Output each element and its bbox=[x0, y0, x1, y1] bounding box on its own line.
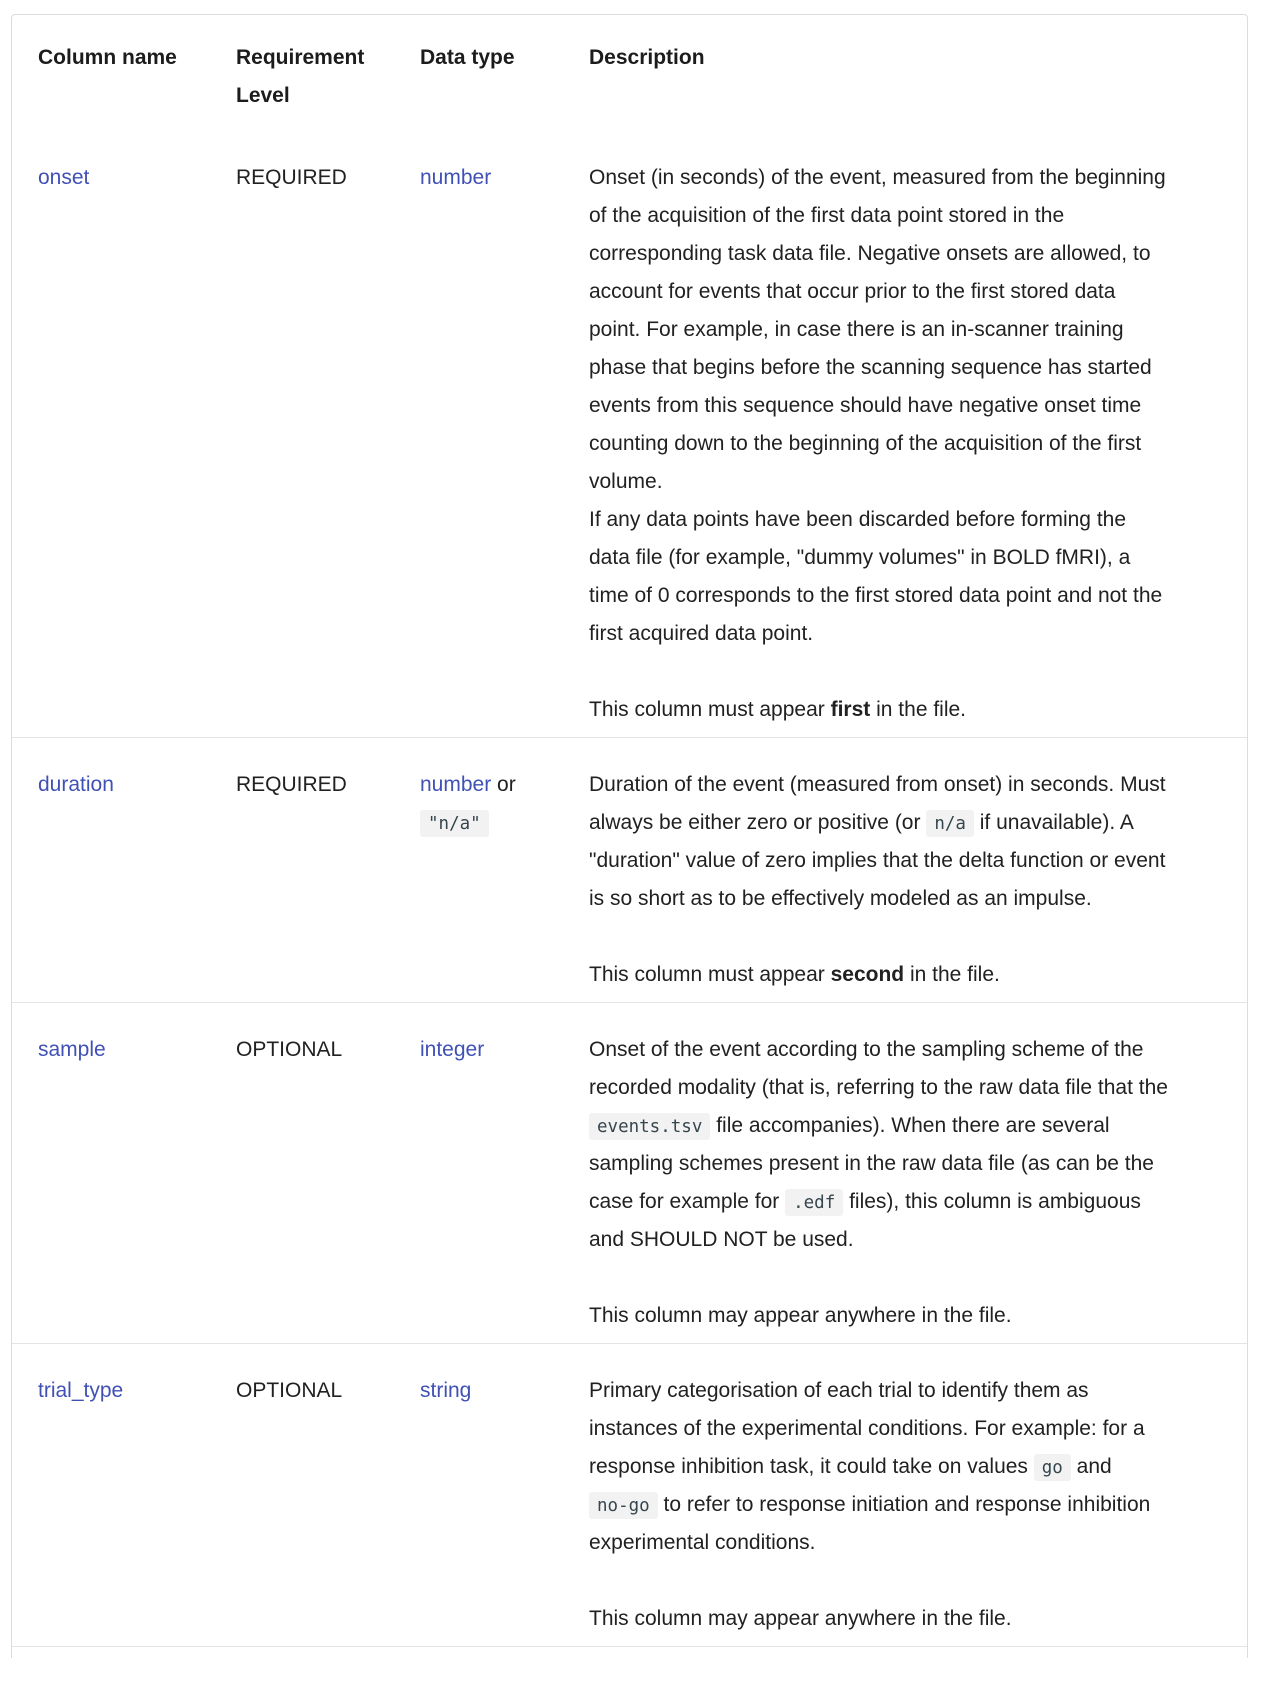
requirement-level-label: REQUIRED bbox=[236, 166, 347, 189]
data-type-cell bbox=[394, 1344, 563, 1646]
table-row bbox=[12, 131, 1247, 737]
description-cell bbox=[563, 1003, 1247, 1343]
requirement-level-cell bbox=[210, 131, 394, 737]
requirement-level-cell bbox=[210, 1003, 394, 1343]
description-paragraph bbox=[589, 956, 1169, 994]
text-run: Primary categorisation of each trial to identify them as instances of the experimental conditions. For example: for a response inhibition task, it could take on values bbox=[589, 1379, 1145, 1478]
text-run: and bbox=[1070, 1455, 1112, 1478]
text-run: if unavailable). A "duration" value of zero implies that the delta function or event is so short as to be effectively modeled as an impulse. bbox=[589, 811, 1166, 910]
data-type-cell bbox=[394, 131, 563, 737]
table-header-row bbox=[12, 15, 1247, 131]
data-type-cell bbox=[394, 1003, 563, 1343]
requirement-level-label: REQUIRED bbox=[236, 773, 347, 796]
column-name-cell bbox=[12, 131, 210, 737]
description-paragraph bbox=[589, 1031, 1169, 1259]
description-cell bbox=[563, 738, 1247, 1002]
text-run: to refer to response initiation and response inhibition experimental conditions. bbox=[589, 1493, 1151, 1554]
table-body bbox=[12, 131, 1247, 1646]
description-paragraph bbox=[589, 691, 1169, 729]
column-name-cell bbox=[12, 1003, 210, 1343]
description-paragraph bbox=[589, 1600, 1169, 1638]
text-run: Onset (in seconds) of the event, measured from the beginning of the acquisition of the first data point stored in the corresponding task data file. Negative onsets are allowed, to account for events that occur prior to the first stored data point. For example, in case there is an in-scanner training phase that begins before the scanning sequence has started events from this sequence should have negative onset time counting down to the beginning of the acquisition of the first volume. bbox=[589, 166, 1166, 493]
text-run: or bbox=[491, 773, 516, 796]
column-name-link[interactable]: onset bbox=[38, 166, 90, 189]
bold-text: second bbox=[830, 963, 905, 986]
description-cell bbox=[563, 131, 1247, 737]
text-run: in the file. bbox=[870, 698, 967, 721]
text-run: This column may appear anywhere in the file. bbox=[589, 1607, 1012, 1630]
column-name-cell bbox=[12, 738, 210, 1002]
description-paragraph bbox=[589, 766, 1169, 918]
description-paragraph bbox=[589, 159, 1169, 653]
requirement-level-label: OPTIONAL bbox=[236, 1038, 343, 1061]
next-row-partial bbox=[12, 1646, 1247, 1658]
requirement-level-label: OPTIONAL bbox=[236, 1379, 343, 1402]
datatype-link[interactable]: number bbox=[420, 166, 492, 189]
data-type-cell bbox=[394, 738, 563, 1002]
text-run: Onset of the event according to the sampling scheme of the recorded modality (that is, referring to the raw data file that the bbox=[589, 1038, 1168, 1099]
description-cell bbox=[563, 1344, 1247, 1646]
code-chip: n/a bbox=[926, 810, 974, 837]
datatype-link[interactable]: integer bbox=[420, 1038, 485, 1061]
table-row bbox=[12, 1343, 1247, 1646]
datatype-link[interactable]: number bbox=[420, 773, 492, 796]
header-requirement-level: Requirement Level bbox=[236, 46, 365, 107]
requirement-level-cell bbox=[210, 1344, 394, 1646]
text-run: file accompanies). When there are several sampling schemes present in the raw data file (as can be the case for example for bbox=[589, 1114, 1154, 1213]
header-description: Description bbox=[589, 46, 705, 69]
text-run: This column must appear bbox=[589, 698, 831, 721]
text-run: files), this column is ambiguous and SHOULD NOT be used. bbox=[589, 1190, 1141, 1251]
header-column-name: Column name bbox=[38, 46, 177, 69]
column-name-link[interactable]: duration bbox=[38, 773, 114, 796]
code-chip: go bbox=[1034, 1454, 1071, 1481]
datatype-link[interactable]: string bbox=[420, 1379, 472, 1402]
text-run: Duration of the event (measured from onset) in seconds. Must always be either zero or positive (or bbox=[589, 773, 1166, 834]
text-run: This column may appear anywhere in the file. bbox=[589, 1304, 1012, 1327]
description-paragraph bbox=[589, 1372, 1169, 1562]
table-row bbox=[12, 737, 1247, 1002]
code-chip: .edf bbox=[785, 1189, 843, 1216]
text-run: This column must appear bbox=[589, 963, 831, 986]
bold-text: first bbox=[830, 698, 871, 721]
column-name-cell bbox=[12, 1344, 210, 1646]
columns-table bbox=[11, 14, 1248, 1658]
requirement-level-cell bbox=[210, 738, 394, 1002]
text-run: in the file. bbox=[904, 963, 1000, 986]
column-name-link[interactable]: trial_type bbox=[38, 1379, 124, 1402]
column-name-link[interactable]: sample bbox=[38, 1038, 106, 1061]
description-paragraph bbox=[589, 1297, 1169, 1335]
table-row bbox=[12, 1002, 1247, 1343]
header-data-type: Data type bbox=[420, 46, 515, 69]
code-chip: events.tsv bbox=[589, 1113, 710, 1140]
code-chip: "n/a" bbox=[420, 810, 489, 837]
code-chip: no-go bbox=[589, 1492, 658, 1519]
text-run: If any data points have been discarded before forming the data file (for example, "dummy volumes" in BOLD fMRI), a time of 0 corresponds to the first stored data point and not the first acquired data point. bbox=[589, 508, 1163, 645]
